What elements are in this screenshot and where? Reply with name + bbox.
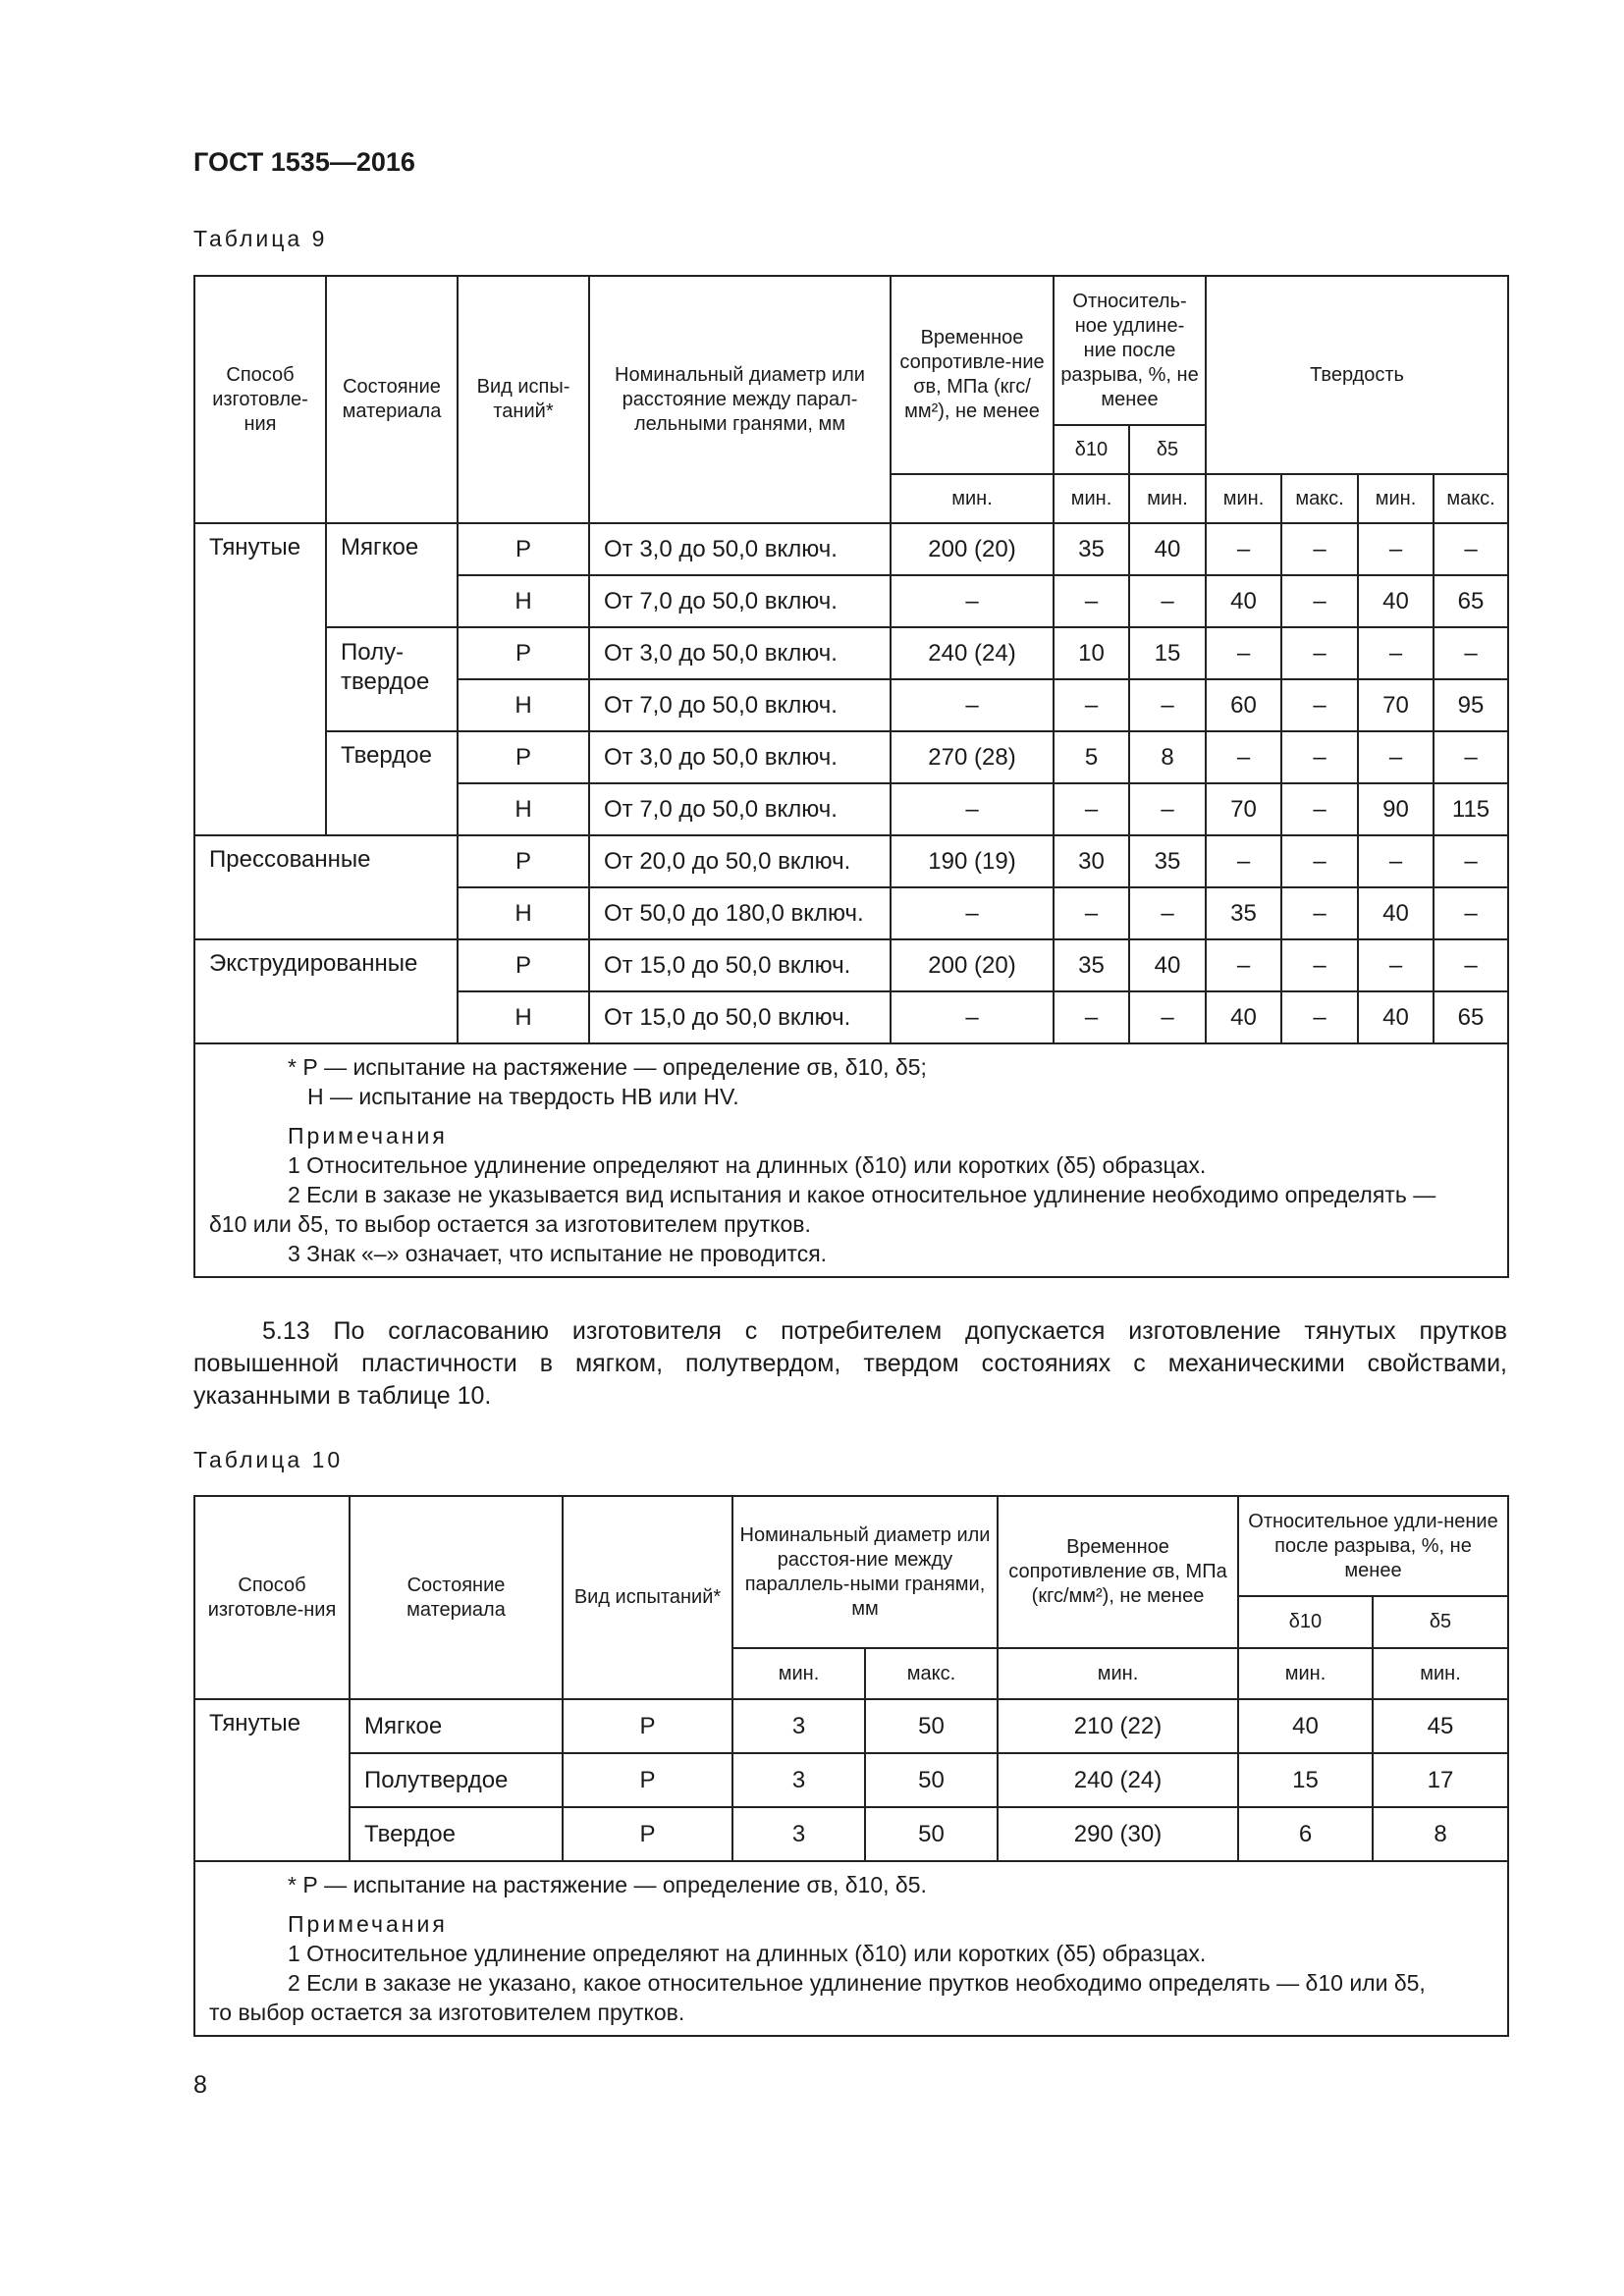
- hb-max-cell: –: [1281, 575, 1358, 627]
- note-2-continued: то выбор остается за изготовителем прутков.: [209, 2000, 685, 2025]
- d5-cell: 40: [1129, 523, 1206, 575]
- table10-caption: Таблица 10: [193, 1447, 344, 1472]
- strength-min-label: мин.: [998, 1648, 1238, 1699]
- notes-title: Примечания: [288, 1911, 448, 1937]
- d10-cell: 40: [1238, 1699, 1373, 1753]
- hv-min-cell: 40: [1358, 991, 1434, 1043]
- hv-max-cell: –: [1434, 731, 1508, 783]
- d10-cell: 5: [1054, 731, 1129, 783]
- diameter-min-label: мин.: [732, 1648, 865, 1699]
- hb-min-cell: –: [1206, 835, 1281, 887]
- paragraph-5-13: [193, 1315, 1507, 1413]
- state-cell: Мягкое: [350, 1699, 563, 1753]
- footnote-star: * Р — испытание на растяжение — определение σв, δ10, δ5;: [288, 1054, 927, 1080]
- test-cell: Н: [458, 679, 589, 731]
- d5-cell: –: [1129, 887, 1206, 939]
- hb-max-cell: –: [1281, 887, 1358, 939]
- table10-footnote: [194, 1861, 1508, 2036]
- diameter-max-label: макс.: [865, 1648, 998, 1699]
- test-cell: Р: [563, 1699, 732, 1753]
- hb-min-cell: –: [1206, 731, 1281, 783]
- dmax-cell: 50: [865, 1753, 998, 1807]
- col-hardness-header: Твердость: [1206, 276, 1508, 474]
- hb-max-cell: –: [1281, 835, 1358, 887]
- col-d10-header: δ10: [1238, 1596, 1373, 1648]
- test-cell: Р: [458, 523, 589, 575]
- strength-cell: 210 (22): [998, 1699, 1238, 1753]
- d5-cell: –: [1129, 679, 1206, 731]
- table-row: [194, 939, 1508, 991]
- table9: [193, 275, 1509, 1278]
- col-strength-header: Временное сопротивление σв, МПа (кгс/мм²), не менее: [998, 1496, 1238, 1648]
- page-number: 8: [193, 2071, 207, 2099]
- note-2: 2 Если в заказе не указано, какое относительное удлинение прутков необходимо определять — δ10 или δ5,: [288, 1970, 1426, 1996]
- table9-footnote: [194, 1043, 1508, 1277]
- footnote-star-2: Н — испытание на твердость HB или HV.: [307, 1084, 739, 1109]
- test-cell: Н: [458, 991, 589, 1043]
- hb-min-cell: –: [1206, 939, 1281, 991]
- method-cell: Тянутые: [194, 1699, 350, 1861]
- d5-cell: 17: [1373, 1753, 1508, 1807]
- d5-cell: 45: [1373, 1699, 1508, 1753]
- d10-min-label: мин.: [1238, 1648, 1373, 1699]
- d5-cell: –: [1129, 575, 1206, 627]
- col-diameter-header: Номинальный диаметр или расстоя-ние между параллель-ными гранями, мм: [732, 1496, 998, 1648]
- col-state-header: Состояние материала: [326, 276, 458, 523]
- hb-max-cell: –: [1281, 991, 1358, 1043]
- strength-cell: 200 (20): [891, 523, 1054, 575]
- method-cell: Экструдированные: [194, 939, 458, 1043]
- hv-max-cell: 95: [1434, 679, 1508, 731]
- hv-min-cell: –: [1358, 627, 1434, 679]
- test-cell: Р: [563, 1807, 732, 1861]
- dmin-cell: 3: [732, 1753, 865, 1807]
- d10-cell: 6: [1238, 1807, 1373, 1861]
- hv-max-label: макс.: [1434, 474, 1508, 523]
- d5-cell: 40: [1129, 939, 1206, 991]
- diameter-cell: От 7,0 до 50,0 включ.: [589, 679, 891, 731]
- state-cell: Полутвердое: [350, 1753, 563, 1807]
- method-cell: Прессованные: [194, 835, 458, 939]
- col-d10-header: δ10: [1054, 425, 1129, 474]
- col-d5-header: δ5: [1129, 425, 1206, 474]
- hb-max-cell: –: [1281, 783, 1358, 835]
- test-cell: Р: [458, 731, 589, 783]
- d10-cell: –: [1054, 679, 1129, 731]
- col-strength-header: Временное сопротивле-ние σв, МПа (кгс/мм²), не менее: [891, 276, 1054, 474]
- col-method-header: Способ изготовле-ния: [194, 276, 326, 523]
- hb-min-cell: 70: [1206, 783, 1281, 835]
- test-cell: Р: [458, 835, 589, 887]
- hb-min-cell: 40: [1206, 991, 1281, 1043]
- note-2: 2 Если в заказе не указывается вид испытания и какое относительное удлинение необходимо определять —: [288, 1182, 1436, 1207]
- test-cell: Н: [458, 783, 589, 835]
- d10-cell: 15: [1238, 1753, 1373, 1807]
- note-2-continued: δ10 или δ5, то выбор остается за изготовителем прутков.: [209, 1211, 811, 1237]
- hv-min-cell: –: [1358, 731, 1434, 783]
- hb-min-cell: –: [1206, 627, 1281, 679]
- strength-cell: –: [891, 887, 1054, 939]
- table-row: [194, 1807, 1508, 1861]
- note-1: 1 Относительное удлинение определяют на длинных (δ10) или коротких (δ5) образцах.: [288, 1152, 1207, 1178]
- note-3: 3 Знак «–» означает, что испытание не проводится.: [288, 1241, 828, 1266]
- diameter-cell: От 20,0 до 50,0 включ.: [589, 835, 891, 887]
- hv-min-cell: –: [1358, 835, 1434, 887]
- strength-cell: 240 (24): [998, 1753, 1238, 1807]
- d5-min-label: мин.: [1129, 474, 1206, 523]
- d10-cell: 35: [1054, 939, 1129, 991]
- strength-cell: 290 (30): [998, 1807, 1238, 1861]
- d10-cell: 10: [1054, 627, 1129, 679]
- test-cell: Р: [563, 1753, 732, 1807]
- test-cell: Н: [458, 575, 589, 627]
- diameter-cell: От 50,0 до 180,0 включ.: [589, 887, 891, 939]
- diameter-cell: От 7,0 до 50,0 включ.: [589, 783, 891, 835]
- col-diameter-header: Номинальный диаметр или расстояние между парал-лельными гранями, мм: [589, 276, 891, 523]
- state-cell: Твердое: [326, 731, 458, 835]
- diameter-cell: От 3,0 до 50,0 включ.: [589, 731, 891, 783]
- strength-cell: 240 (24): [891, 627, 1054, 679]
- hv-min-cell: 90: [1358, 783, 1434, 835]
- diameter-cell: От 7,0 до 50,0 включ.: [589, 575, 891, 627]
- dmax-cell: 50: [865, 1807, 998, 1861]
- hv-max-cell: 65: [1434, 991, 1508, 1043]
- col-test-header: Вид испы-таний*: [458, 276, 589, 523]
- d5-cell: –: [1129, 783, 1206, 835]
- table-row: [194, 627, 1508, 679]
- hv-max-cell: 115: [1434, 783, 1508, 835]
- d5-cell: –: [1129, 991, 1206, 1043]
- table-row: [194, 523, 1508, 575]
- hv-min-label: мин.: [1358, 474, 1434, 523]
- test-cell: Н: [458, 887, 589, 939]
- footnote-star: * Р — испытание на растяжение — определение σв, δ10, δ5.: [288, 1872, 927, 1897]
- hb-min-cell: 35: [1206, 887, 1281, 939]
- notes-title: Примечания: [288, 1123, 448, 1148]
- hv-min-cell: –: [1358, 939, 1434, 991]
- d10-cell: –: [1054, 783, 1129, 835]
- hv-max-cell: –: [1434, 627, 1508, 679]
- strength-cell: 190 (19): [891, 835, 1054, 887]
- strength-cell: 200 (20): [891, 939, 1054, 991]
- hb-min-cell: 40: [1206, 575, 1281, 627]
- strength-min-label: мин.: [891, 474, 1054, 523]
- d5-cell: 35: [1129, 835, 1206, 887]
- d5-cell: 15: [1129, 627, 1206, 679]
- method-cell: Тянутые: [194, 523, 326, 835]
- d10-cell: –: [1054, 575, 1129, 627]
- diameter-cell: От 15,0 до 50,0 включ.: [589, 939, 891, 991]
- test-cell: Р: [458, 627, 589, 679]
- table-row: [194, 731, 1508, 783]
- col-method-header: Способ изготовле-ния: [194, 1496, 350, 1699]
- col-state-header: Состояние материала: [350, 1496, 563, 1699]
- col-elongation-header: Относительное удли-нение после разрыва, %, не менее: [1238, 1496, 1508, 1596]
- table-row: [194, 1753, 1508, 1807]
- note-1: 1 Относительное удлинение определяют на длинных (δ10) или коротких (δ5) образцах.: [288, 1941, 1207, 1966]
- hv-max-cell: 65: [1434, 575, 1508, 627]
- diameter-cell: От 3,0 до 50,0 включ.: [589, 627, 891, 679]
- paragraph-text: 5.13 По согласованию изготовителя с потребителем допускается изготовление тянутых прутков повышенной пластичности в мягком, полутвердом, твердом состояниях с механическими свойствами, указанными в таблице 10.: [193, 1317, 1507, 1410]
- strength-cell: –: [891, 575, 1054, 627]
- strength-cell: –: [891, 679, 1054, 731]
- state-cell: Твердое: [350, 1807, 563, 1861]
- dmin-cell: 3: [732, 1807, 865, 1861]
- diameter-cell: От 15,0 до 50,0 включ.: [589, 991, 891, 1043]
- hb-max-cell: –: [1281, 731, 1358, 783]
- table10-body: [194, 1699, 1508, 2036]
- table9-body: [194, 523, 1508, 1277]
- hb-max-cell: –: [1281, 939, 1358, 991]
- col-d5-header: δ5: [1373, 1596, 1508, 1648]
- hb-min-label: мин.: [1206, 474, 1281, 523]
- hv-min-cell: 40: [1358, 575, 1434, 627]
- table9-caption: Таблица 9: [193, 226, 328, 251]
- diameter-cell: От 3,0 до 50,0 включ.: [589, 523, 891, 575]
- hb-max-cell: –: [1281, 523, 1358, 575]
- hv-max-cell: –: [1434, 939, 1508, 991]
- hb-max-label: макс.: [1281, 474, 1358, 523]
- col-test-header: Вид испытаний*: [563, 1496, 732, 1699]
- hv-min-cell: 40: [1358, 887, 1434, 939]
- strength-cell: –: [891, 991, 1054, 1043]
- d10-cell: –: [1054, 887, 1129, 939]
- table10: [193, 1495, 1509, 2037]
- table-row: [194, 835, 1508, 887]
- d5-cell: 8: [1373, 1807, 1508, 1861]
- hv-min-cell: –: [1358, 523, 1434, 575]
- d5-min-label: мин.: [1373, 1648, 1508, 1699]
- hv-max-cell: –: [1434, 887, 1508, 939]
- hb-min-cell: 60: [1206, 679, 1281, 731]
- d10-min-label: мин.: [1054, 474, 1129, 523]
- hv-max-cell: –: [1434, 523, 1508, 575]
- test-cell: Р: [458, 939, 589, 991]
- strength-cell: 270 (28): [891, 731, 1054, 783]
- d10-cell: 30: [1054, 835, 1129, 887]
- col-elongation-header: Относитель-ное удлине-ние после разрыва, %, не менее: [1054, 276, 1206, 425]
- d5-cell: 8: [1129, 731, 1206, 783]
- hb-max-cell: –: [1281, 627, 1358, 679]
- table-row: [194, 1699, 1508, 1753]
- hv-max-cell: –: [1434, 835, 1508, 887]
- hb-max-cell: –: [1281, 679, 1358, 731]
- strength-cell: –: [891, 783, 1054, 835]
- state-cell: Мягкое: [326, 523, 458, 627]
- state-cell: Полу-твердое: [326, 627, 458, 731]
- hv-min-cell: 70: [1358, 679, 1434, 731]
- document-title: ГОСТ 1535—2016: [193, 147, 415, 177]
- d10-cell: –: [1054, 991, 1129, 1043]
- d10-cell: 35: [1054, 523, 1129, 575]
- hb-min-cell: –: [1206, 523, 1281, 575]
- dmax-cell: 50: [865, 1699, 998, 1753]
- dmin-cell: 3: [732, 1699, 865, 1753]
